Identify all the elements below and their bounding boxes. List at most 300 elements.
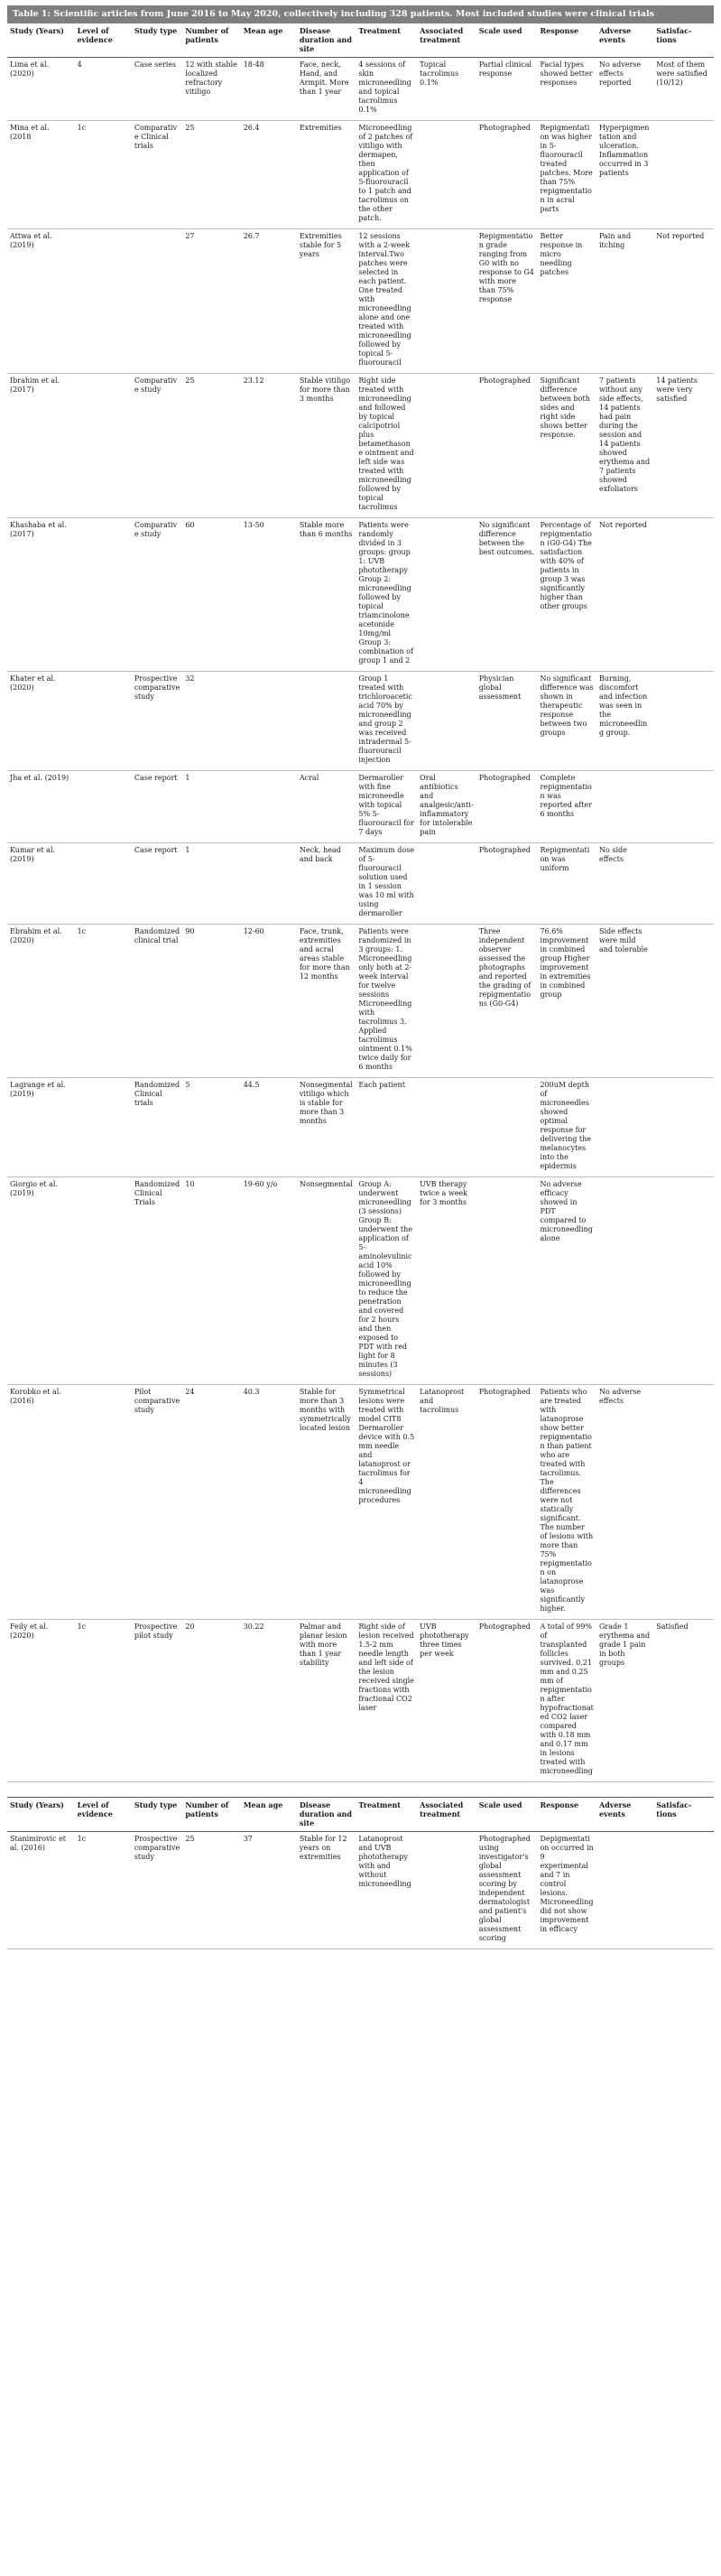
- table-cell: [653, 518, 714, 672]
- table-cell: [132, 1385, 182, 1620]
- table-cell: [417, 1177, 476, 1385]
- column-header: Mean age: [241, 23, 297, 58]
- cell-text: Microneedling of 2 patches of vitiligo with dermapen, then application of 5-fluorouracil to 1 patch and tacrolimus on the other patch.: [358, 124, 413, 222]
- cell-text: Satisfied: [656, 1623, 689, 1631]
- table-row: [7, 771, 714, 843]
- table-cell: [476, 121, 538, 229]
- table-cell: [132, 925, 182, 1078]
- cell-text: Not reported: [599, 521, 647, 529]
- cell-text: Pilot comparative study: [134, 1388, 180, 1414]
- cell-text: No side effects: [599, 846, 627, 863]
- table-cell: [476, 58, 538, 121]
- cell-text: 5: [185, 1081, 190, 1089]
- table-cell: [7, 121, 75, 229]
- cell-text: 4: [77, 60, 82, 69]
- cell-text: 26.7: [243, 232, 260, 240]
- table-row: [7, 121, 714, 229]
- table-cell: [596, 518, 653, 672]
- cell-text: Latanoprost and tacrolimus: [420, 1388, 465, 1414]
- cell-text: Photographed: [478, 377, 531, 385]
- column-header: Study type: [132, 23, 182, 58]
- cell-text: No significant difference between the best outcomes.: [478, 521, 534, 556]
- table-cell: [7, 925, 75, 1078]
- table-cell: [476, 843, 538, 925]
- cell-text: 26.4: [243, 124, 260, 132]
- table-row: [7, 1620, 714, 1782]
- table-cell: [356, 1078, 417, 1177]
- cell-text: 1: [185, 774, 190, 782]
- table-cell: [476, 374, 538, 518]
- table-cell: [182, 672, 240, 771]
- cell-text: Three independent observer assessed the photographs and reported the grading of repigmentations (G0-G4): [478, 927, 532, 1008]
- column-header: Level of evidence: [75, 1798, 132, 1832]
- cell-text: Khashaba et al. (2017): [10, 521, 67, 538]
- table-cell: [417, 1620, 476, 1782]
- table-cell: [596, 1620, 653, 1782]
- column-header: Treatment: [356, 1798, 417, 1832]
- cell-text: 25: [185, 377, 195, 385]
- column-header: Disease duration and site: [297, 23, 356, 58]
- cell-text: 200uM depth of microneedles showed optimal response for delivering the melanocytes into the epidermis: [540, 1081, 591, 1170]
- table-cell: [241, 771, 297, 843]
- table-cell: [537, 672, 596, 771]
- cell-text: Face, neck, Hand, and Armpit. More than 1 year: [299, 60, 349, 96]
- table-cell: [356, 58, 417, 121]
- column-header: Treatment: [356, 23, 417, 58]
- page-break-gap: [7, 1782, 714, 1797]
- table-cell: [75, 1177, 132, 1385]
- table-cell: [596, 1832, 653, 1949]
- table-cell: [75, 229, 132, 374]
- articles-table: [7, 23, 714, 1782]
- table-cell: [132, 1832, 182, 1949]
- table-cell: [182, 374, 240, 518]
- table-cell: [476, 925, 538, 1078]
- table-row: [7, 925, 714, 1078]
- column-header: Adverse events: [596, 1798, 653, 1832]
- cell-text: Kumar et al. (2019): [10, 846, 56, 863]
- table-cell: [75, 121, 132, 229]
- cell-text: Extremities stable for 5 years: [299, 232, 342, 258]
- table-cell: [537, 1385, 596, 1620]
- cell-text: 23.12: [243, 377, 264, 385]
- cell-text: No adverse efficacy showed in PDT compared to microneedling alone: [540, 1180, 593, 1242]
- cell-text: Face, trunk, extremities and acral areas stable for more than 12 months: [299, 927, 350, 981]
- table-cell: [297, 672, 356, 771]
- table-row: [7, 843, 714, 925]
- column-header: Associated treatment: [417, 23, 476, 58]
- cell-text: Randomized Clinical Trials: [134, 1180, 180, 1206]
- table-row: [7, 1832, 714, 1949]
- table-cell: [476, 1832, 538, 1949]
- cell-text: 90: [185, 927, 195, 935]
- table-cell: [132, 518, 182, 672]
- table-cell: [596, 1385, 653, 1620]
- table-cell: [297, 374, 356, 518]
- cell-text: UVB phototherapy three times per week: [420, 1623, 469, 1658]
- cell-text: Nonsegmental vitiligo which is stable for more than 3 months: [299, 1081, 353, 1125]
- cell-text: 1: [185, 846, 190, 854]
- cell-text: Better response in micro needling patches: [540, 232, 583, 276]
- table-cell: [476, 771, 538, 843]
- cell-text: 25: [185, 1835, 195, 1843]
- cell-text: Stable vitiligo for more than 3 months: [299, 377, 351, 403]
- cell-text: Right side treated with microneedling and followed by topical calcipotriol plus betamethasone ointment and left side was treated with microneedling followed by topical tacrolimus: [358, 377, 414, 511]
- table-row: [7, 1078, 714, 1177]
- table-cell: [537, 58, 596, 121]
- table-cell: [297, 58, 356, 121]
- table-cell: [75, 58, 132, 121]
- table-cell: [653, 925, 714, 1078]
- table-cell: [297, 1832, 356, 1949]
- table-cell: [356, 771, 417, 843]
- table-cell: [297, 843, 356, 925]
- table-cell: [356, 1620, 417, 1782]
- table-cell: [241, 374, 297, 518]
- table-cell: [537, 1177, 596, 1385]
- cell-text: Side effects were mild and tolerable: [599, 927, 648, 953]
- column-header: Study (Years): [7, 23, 75, 58]
- table-cell: [537, 229, 596, 374]
- table-cell: [7, 229, 75, 374]
- cell-text: Stable for more than 3 months with symmetrically located lesion: [299, 1388, 351, 1432]
- table-cell: [7, 1620, 75, 1782]
- cell-text: Dermaroller with fine microneedle with topical 5% 5-fluorouracil for 7 days: [358, 774, 414, 836]
- cell-text: 1c: [77, 927, 87, 935]
- cell-text: Neck, head and back: [299, 846, 341, 863]
- table-cell: [596, 843, 653, 925]
- table-cell: [75, 1385, 132, 1620]
- cell-text: Oral antibiotics and analgesic/anti-inflammatory for intolerable pain: [420, 774, 474, 836]
- cell-text: Stable for 12 years on extremities: [299, 1835, 347, 1861]
- table-header-row-continued: [7, 1798, 714, 1832]
- cell-text: 76.6% improvement in combined group Higher improvement in extremities in combined group: [540, 927, 591, 999]
- table-cell: [75, 374, 132, 518]
- table-cell: [537, 518, 596, 672]
- cell-text: 32: [185, 674, 195, 683]
- table-cell: [75, 843, 132, 925]
- cell-text: Nonsegmental: [299, 1180, 353, 1188]
- table-cell: [7, 58, 75, 121]
- cell-text: Korobko et al. (2016): [10, 1388, 61, 1405]
- cell-text: Jha et al. (2019): [10, 774, 69, 782]
- table-cell: [241, 1832, 297, 1949]
- table-cell: [653, 374, 714, 518]
- cell-text: Acral: [299, 774, 319, 782]
- table-cell: [417, 1832, 476, 1949]
- cell-text: Right side of lesion received 1.5-2 mm needle length and left side of the lesion received single fractions with fractional CO2 laser: [358, 1623, 414, 1712]
- cell-text: Ebrahim et al. (2020): [10, 927, 62, 944]
- table-cell: [241, 58, 297, 121]
- cell-text: Case report: [134, 846, 178, 854]
- table-cell: [537, 843, 596, 925]
- cell-text: Not reported: [656, 232, 705, 240]
- table-row: [7, 1177, 714, 1385]
- table-cell: [596, 121, 653, 229]
- cell-text: Randomized clinical trial: [134, 927, 180, 944]
- cell-text: No significant difference was shown in therapeutic response between two groups: [540, 674, 594, 737]
- cell-text: 12-60: [243, 927, 264, 935]
- cell-text: 12 sessions with a 2-week interval.Two patches were selected in each patient. One treated with microneedling alone and one treated with microneedling followed by topical 5-fluorouracil: [358, 232, 411, 367]
- table-cell: [182, 518, 240, 672]
- table-cell: [596, 1078, 653, 1177]
- table-cell: [132, 1620, 182, 1782]
- table-cell: [241, 229, 297, 374]
- table-cell: [417, 58, 476, 121]
- table-cell: [7, 518, 75, 672]
- cell-text: 18-48: [243, 60, 264, 69]
- cell-text: Patients who are treated with latanoprose show better repigmentation than patient who are treated with tacrolimus. The differences were not statically significant. The number of lesions with more than 75% repigmentation on latanoprose was significantly higher.: [540, 1388, 594, 1613]
- table-cell: [297, 1385, 356, 1620]
- table-cell: [537, 771, 596, 843]
- table-cell: [653, 672, 714, 771]
- column-header: Study (Years): [7, 1798, 75, 1832]
- cell-text: A total of 99% of transplanted follicles survived. 0.21 mm and 0.25 mm of repigmentation after hypofractionated CO2 laser compared with 0.18 mm and 0.17 mm in lesions treated with microneedling: [540, 1623, 594, 1775]
- cell-text: Facial types showed better responses: [540, 60, 593, 87]
- table-cell: [653, 1078, 714, 1177]
- table-cell: [356, 1832, 417, 1949]
- table-row: [7, 672, 714, 771]
- table-cell: [132, 672, 182, 771]
- table-cell: [596, 925, 653, 1078]
- cell-text: Stanimirovic et al. (2016): [10, 1835, 67, 1852]
- cell-text: Prospective comparative study: [134, 1835, 180, 1861]
- cell-text: Complete repigmentation was reported after 6 months: [540, 774, 592, 818]
- table-cell: [356, 672, 417, 771]
- cell-text: Photographed: [478, 1623, 531, 1631]
- cell-text: 13-50: [243, 521, 264, 529]
- table-cell: [356, 925, 417, 1078]
- table-cell: [7, 1078, 75, 1177]
- cell-text: Photographed: [478, 124, 531, 132]
- table-cell: [356, 374, 417, 518]
- cell-text: Depigmentation occurred in 9 experimental and 7 in control lesions. Microneedling did not show improvement in efficacy: [540, 1835, 594, 1933]
- cell-text: Grade 1 erythema and grade 1 pain in both groups: [599, 1623, 651, 1667]
- table-cell: [297, 1177, 356, 1385]
- table-cell: [75, 1620, 132, 1782]
- table-cell: [596, 374, 653, 518]
- cell-text: Mina et al. (2018: [10, 124, 50, 141]
- table-cell: [182, 771, 240, 843]
- table-cell: [132, 1078, 182, 1177]
- table-cell: [132, 1177, 182, 1385]
- cell-text: 20: [185, 1623, 195, 1631]
- column-header: Response: [537, 23, 596, 58]
- table-cell: [596, 1177, 653, 1385]
- table-cell: [596, 771, 653, 843]
- table-body-continued: [7, 1832, 714, 1949]
- table-cell: [182, 843, 240, 925]
- table-cell: [297, 1078, 356, 1177]
- table-cell: [182, 925, 240, 1078]
- cell-text: No adverse effects: [599, 1388, 642, 1405]
- table-cell: [596, 672, 653, 771]
- table-cell: [132, 771, 182, 843]
- cell-text: Palmar and planar lesion with more than 1 year stability: [299, 1623, 347, 1667]
- cell-text: 1c: [77, 1835, 87, 1843]
- table-cell: [7, 374, 75, 518]
- table-cell: [653, 229, 714, 374]
- table-cell: [476, 229, 538, 374]
- column-header: Response: [537, 1798, 596, 1832]
- table-cell: [417, 374, 476, 518]
- cell-text: Pain and itching: [599, 232, 632, 249]
- cell-text: Significant difference between both sides and right side shows better response.: [540, 377, 590, 439]
- cell-text: UVB therapy twice a week for 3 months: [420, 1180, 468, 1206]
- cell-text: 24: [185, 1388, 195, 1396]
- cell-text: Comparative study: [134, 521, 178, 538]
- table-cell: [417, 925, 476, 1078]
- cell-text: 12 with stable localized refractory vitiligo: [185, 60, 237, 96]
- table-cell: [537, 121, 596, 229]
- cell-text: 4 sessions of skin microneedling and topical tacrolimus 0.1%: [358, 60, 411, 114]
- table-cell: [417, 843, 476, 925]
- table-cell: [417, 771, 476, 843]
- table-cell: [182, 1078, 240, 1177]
- table-cell: [241, 1385, 297, 1620]
- column-header: Adverse events: [596, 23, 653, 58]
- table-cell: [653, 58, 714, 121]
- table-cell: [241, 518, 297, 672]
- column-header: Level of evidence: [75, 23, 132, 58]
- cell-text: 40.3: [243, 1388, 260, 1396]
- cell-text: Extremities: [299, 124, 342, 132]
- cell-text: Photographed: [478, 774, 531, 782]
- cell-text: Case report: [134, 774, 178, 782]
- table-cell: [75, 672, 132, 771]
- table-cell: [417, 518, 476, 672]
- cell-text: Photographed: [478, 1388, 531, 1396]
- table-cell: [75, 1832, 132, 1949]
- table-cell: [297, 229, 356, 374]
- table-cell: [356, 1385, 417, 1620]
- cell-text: Partial clinical response: [478, 60, 532, 78]
- cell-text: Randomized Clinical trials: [134, 1081, 180, 1107]
- cell-text: Patients were randomly divided in 3 groups: group 1: UVB phototherapy Group 2: microneedling followed by topical triamcinolone acetonide 10mg/ml Group 3: combination of group 1 and 2: [358, 521, 413, 665]
- table-cell: [182, 229, 240, 374]
- cell-text: Physician global assessment: [478, 674, 522, 701]
- cell-text: Lagrange et al. (2019): [10, 1081, 66, 1098]
- cell-text: Case series: [134, 60, 177, 69]
- cell-text: Ibrahim et al. (2017): [10, 377, 60, 394]
- table-cell: [417, 121, 476, 229]
- cell-text: 44.5: [243, 1081, 260, 1089]
- table-title: Table 1: Scientific articles from June 2016 to May 2020, collectively including 328 patients. Most included studies were clinical trials: [7, 5, 714, 23]
- table-cell: [537, 1832, 596, 1949]
- cell-text: Giorgio et al. (2019): [10, 1180, 58, 1197]
- table-cell: [417, 1385, 476, 1620]
- cell-text: Group A: underwent microneedling (3 sessions) Group B: underwent the application of 5-aminolevulinic acid 10% followed by microneedling to reduce the penetration and covered for 2 hours and then exposed to PDT with red light for 8 minutes (3 sessions): [358, 1180, 412, 1378]
- cell-text: 27: [185, 232, 195, 240]
- table-cell: [653, 1620, 714, 1782]
- table-body: [7, 58, 714, 1782]
- table-cell: [132, 121, 182, 229]
- table-cell: [653, 1832, 714, 1949]
- table-row: [7, 229, 714, 374]
- table-cell: [132, 229, 182, 374]
- table-cell: [653, 1177, 714, 1385]
- cell-text: Hyperpigmentation and ulceration. Inflammation occurred in 3 patients: [599, 124, 650, 177]
- cell-text: Repigmentation was uniform: [540, 846, 590, 872]
- table-cell: [75, 518, 132, 672]
- column-header: Disease duration and site: [297, 1798, 356, 1832]
- table-cell: [596, 229, 653, 374]
- table-page: [7, 5, 714, 1949]
- table-cell: [537, 1078, 596, 1177]
- table-cell: [653, 1385, 714, 1620]
- table-cell: [75, 771, 132, 843]
- table-header-row: [7, 23, 714, 58]
- cell-text: Each patient: [358, 1081, 405, 1089]
- cell-text: 19-60 y/o: [243, 1180, 278, 1188]
- cell-text: Patients were randomized in 3 groups: 1. Microneedling only both at 2-week interval for twelve sessions Microneedling with tacrolimus 3. Applied tacrolimus ointment 0.1% twice daily for 6 months: [358, 927, 412, 1071]
- column-header: Number of patients: [182, 1798, 240, 1832]
- cell-text: 7 patients without any side effects, 14 patients had pain during the session and 14 patients showed erythema and 7 patients showed exfoliators: [599, 377, 651, 493]
- table-cell: [537, 374, 596, 518]
- cell-text: 10: [185, 1180, 195, 1188]
- table-cell: [7, 1832, 75, 1949]
- table-cell: [537, 925, 596, 1078]
- table-cell: [241, 672, 297, 771]
- cell-text: Latanoprost and UVB phototherapy with and without microneedling: [358, 1835, 411, 1888]
- cell-text: 30.22: [243, 1623, 264, 1631]
- cell-text: 25: [185, 124, 195, 132]
- table-cell: [653, 121, 714, 229]
- table-cell: [297, 771, 356, 843]
- table-cell: [182, 1385, 240, 1620]
- table-cell: [182, 1832, 240, 1949]
- cell-text: 14 patients were very satisfied: [656, 377, 698, 403]
- table-cell: [476, 518, 538, 672]
- cell-text: Feily et al. (2020): [10, 1623, 49, 1640]
- table-cell: [297, 121, 356, 229]
- table-cell: [356, 229, 417, 374]
- cell-text: Prospective pilot study: [134, 1623, 178, 1640]
- table-row: [7, 1385, 714, 1620]
- table-cell: [297, 925, 356, 1078]
- table-cell: [356, 1177, 417, 1385]
- table-row: [7, 374, 714, 518]
- cell-text: Prospective comparative study: [134, 674, 180, 701]
- cell-text: Comparative study: [134, 377, 178, 394]
- table-cell: [132, 843, 182, 925]
- table-cell: [356, 843, 417, 925]
- table-cell: [476, 1177, 538, 1385]
- table-cell: [7, 672, 75, 771]
- table-cell: [417, 229, 476, 374]
- table-cell: [653, 843, 714, 925]
- cell-text: 1c: [77, 124, 87, 132]
- table-cell: [417, 672, 476, 771]
- table-cell: [297, 518, 356, 672]
- table-cell: [241, 1177, 297, 1385]
- table-cell: [241, 843, 297, 925]
- table-cell: [537, 1620, 596, 1782]
- table-cell: [7, 771, 75, 843]
- cell-text: 1c: [77, 1623, 87, 1631]
- table-cell: [132, 374, 182, 518]
- table-cell: [182, 1177, 240, 1385]
- table-cell: [241, 1078, 297, 1177]
- table-cell: [75, 925, 132, 1078]
- cell-text: Topical tacrolimus 0.1%: [420, 60, 459, 87]
- table-row: [7, 58, 714, 121]
- cell-text: Most of them were satisfied (10/12): [656, 60, 707, 87]
- column-header: Number of patients: [182, 23, 240, 58]
- table-cell: [356, 121, 417, 229]
- table-row: [7, 518, 714, 672]
- articles-table-continued: [7, 1797, 714, 1949]
